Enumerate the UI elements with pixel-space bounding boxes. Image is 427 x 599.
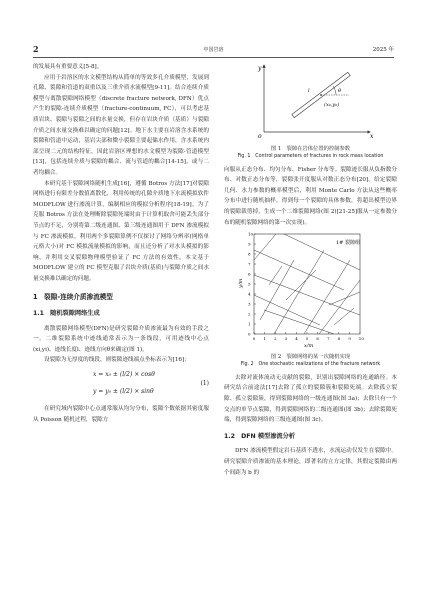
fig2-y-tick-label: 7 — [248, 261, 251, 267]
paragraph-distribution: 在研究域内裂隙中心点通常服从均匀分布，裂隙个数依据其密度服从 Poisson 随机过程，裂隙方 — [33, 406, 209, 423]
section-heading-1-1: 1.1 随机裂隙网络生成 — [33, 310, 100, 318]
fig2-x-tick-label: 4 — [295, 336, 298, 342]
fig2-y-axis-label: y/m — [238, 278, 244, 289]
paragraph-models: 应用于岩溶区的水文模型结构从简单的等效多孔介质模型，发展到孔隙、裂隙和管道的双重以及三重介质水流模型[9-11]。结合连续介质模型与离散裂隙网络模型（discrete fracture network, DFN）优点产生的裂隙-连续介质模型（fracture-continuum, FC），可以考虑基质岩块、裂隙与裂隙之间的水量交换，但存在岩块介质（基质）与裂隙介质之间水量交换难以确定的问题[12]。地下水主要在岩溶含水系统的裂隙和管道中运动，基岩尖部和微小裂隙主要起储水作用，含水系统内部呈现二元的结构特征，因此岩溶区理想的水文模型为裂隙-管道模型[13]，包括连续介质与裂隙的耦合、流与管道的耦合[14-15]，或与二者均耦合。 — [33, 74, 209, 176]
section-heading-1: 1 裂隙-连续介质渗流模型 — [33, 293, 113, 302]
page-number: 2 — [33, 44, 39, 54]
fig2-x-tick-label: 1 — [263, 336, 266, 342]
journal-name: 中国岩溶 — [203, 47, 224, 53]
paragraph-dfn: 离散裂隙网络模型(DFN)是研究裂隙介质渗流最为有效的手段之一。二维裂隙系统中迹线通常表示为一条线段，可用迹线中心点(xi,yi)、迹线长度l、迹线方向θ来确定(图 1)。 — [33, 325, 209, 353]
figure-2 — [224, 230, 397, 348]
figure-1 — [224, 62, 397, 140]
equation-1 — [33, 366, 209, 404]
fracture-line — [254, 295, 320, 325]
right-column — [224, 62, 397, 478]
equation-line-x: x = x₀ ± (l/2) × cosθ — [93, 371, 155, 379]
fig2-x-tick-label: 7 — [327, 336, 330, 342]
fig2-legend: 1# 裂隙组 — [336, 240, 360, 247]
paragraph-cubic-law: DFN 渗流模型假定岩石基质不透水，水流运动仅发生在裂隙中。研究裂隙介质渗流的基本理论，即著名的立方定律，其假定裂隙由两个间距为 b 的 — [224, 448, 397, 476]
publication-year: 2025 年 — [372, 47, 394, 53]
fig2-x-tick-label: 8 — [337, 336, 341, 342]
fig2-x-tick-label: 2 — [274, 336, 277, 342]
page-header — [33, 45, 394, 58]
left-column — [33, 62, 209, 425]
fig1-x-label: x — [370, 133, 374, 140]
fracture-line — [304, 260, 350, 334]
figure-1-caption-cn: 图 1 裂隙在岩体位置的控制参数 — [270, 145, 351, 152]
fig2-y-tick-label: 3 — [248, 301, 251, 307]
fig1-origin-label: o — [258, 133, 262, 140]
paragraph-sampling: 向服从正态分布、均匀分布、Fisher 分布等。裂隙迹长服从负指数分布、对数正态分布等，裂隙张开度服从对数正态分布[20]。给定裂隙几何、水力参数的概率模型后，利用 Monte Carlo 方法从这些概率分布中进行随机抽样，得到每一个裂隙的具体参数，将超出模型边界的裂隙裁剪掉，生成一个二维裂隙网络(图 2)[21-25]服从一定参数分布的随机裂隙网络的第一次实现)。 — [224, 166, 397, 226]
fig2-y-tick-label: 4 — [248, 291, 251, 297]
fig2-y-tick-label: 9 — [248, 241, 251, 247]
section-heading-1-2: 1.2 DFN 模型渗流分析 — [224, 432, 295, 440]
fig2-y-tick-label: 2 — [248, 311, 251, 317]
paragraph-connectivity: 去除对流体流动无贡献的裂隙，识别出裂隙网络的连通路径。本研究结合前途法[17]去除了孤立的裂隙簇和裂隙死端。去除孤立裂隙、孤立裂隙簇，得到裂隙网络的一级连通图(图 3a)；去除只有一个交点的单节点裂隙，得到裂隙网络的二级连通图(图 3b)；去除裂隙死端，得到裂隙网络的三级连通图(图 3c)。 — [224, 374, 397, 424]
fig1-length-label: l — [308, 88, 310, 94]
fig2-x-tick-label: 3 — [284, 336, 288, 342]
fig2-x-tick-label: 6 — [316, 336, 319, 342]
fracture-line — [254, 275, 360, 315]
fig1-center-label: (x₀,y₀) — [324, 102, 340, 108]
fracture-line — [274, 250, 324, 334]
fig1-y-label: y — [258, 65, 262, 72]
equation-number: (1) — [200, 380, 209, 388]
fig1-angle-label: θ — [338, 88, 342, 94]
fracture-line — [254, 234, 276, 260]
fig2-x-tick-label: 10 — [358, 336, 364, 342]
fig2-y-tick-label: 8 — [248, 251, 251, 257]
fig2-y-tick-label: 1 — [248, 321, 251, 327]
figure-1-caption-en: Fig. 1 Control parameters of fractures in rock mass location — [237, 153, 384, 159]
fig2-y-tick-label: 5 — [248, 281, 251, 287]
paragraph-endpoints: 设裂隙为无厚度的线段，则裂隙迹线端点坐标表示为[16]： — [44, 357, 190, 364]
figure-2-caption-en: Fig. 2 One stochastic realizations of the fracture network — [240, 361, 381, 367]
fig2-y-tick-label: 10 — [248, 231, 254, 237]
equation-line-y: y = y₀ ± (l/2) × sinθ — [93, 388, 154, 396]
paragraph-intro-end: 的发展具有重要意义[5-8]。 — [33, 64, 103, 70]
figure-2-caption-cn: 图 2 裂隙网络的某一次随机实现 — [270, 353, 351, 360]
fracture-line — [286, 270, 316, 300]
fracture-line — [329, 292, 360, 305]
fig2-x-tick-label: 5 — [305, 336, 309, 342]
figure-1-caption — [224, 145, 397, 161]
fig2-x-tick-label: 0 — [252, 336, 256, 342]
fig2-x-axis-label: x/m — [304, 343, 314, 349]
fracture-line — [269, 266, 282, 285]
fig2-x-tick-label: 9 — [348, 336, 351, 342]
paragraph-method: 本研究基于裂隙网络随机生成[16]，遵循 Botros 方法[17]对裂隙网格进行有限差分数值离散化，利用传统的孔隙介质地下水流模拟软件 MODFLOW 进行渗流计算，编制相应的模拟分析程序[18-19]。为了克服 Botros 方法在处理断除裂隙死端时由于计算机取舍可能丢失部分节点的不足，分别将第二级连通图、第三级连通图用于 DFN 渗流模拟与 FC 渗流模拟。利用两个多裂隙算例不仅探讨了网络分辨率(网格单元格大小)对 FC 模拟流量模拟的影响，而且还分析了对水头模拟的影响，并利用交叉裂隙物理模型验证了 FC 方法的有效性。本文基于 MODFLOW 建立的 FC 模型克服了岩块介质(基质)与裂隙介质之间水量交换难以确定的问题。 — [33, 180, 209, 282]
fracture-line — [264, 310, 334, 334]
fig2-y-tick-label: 6 — [248, 271, 251, 277]
figure-2-caption — [224, 353, 397, 369]
fig2-y-tick-label: 0 — [248, 331, 251, 337]
